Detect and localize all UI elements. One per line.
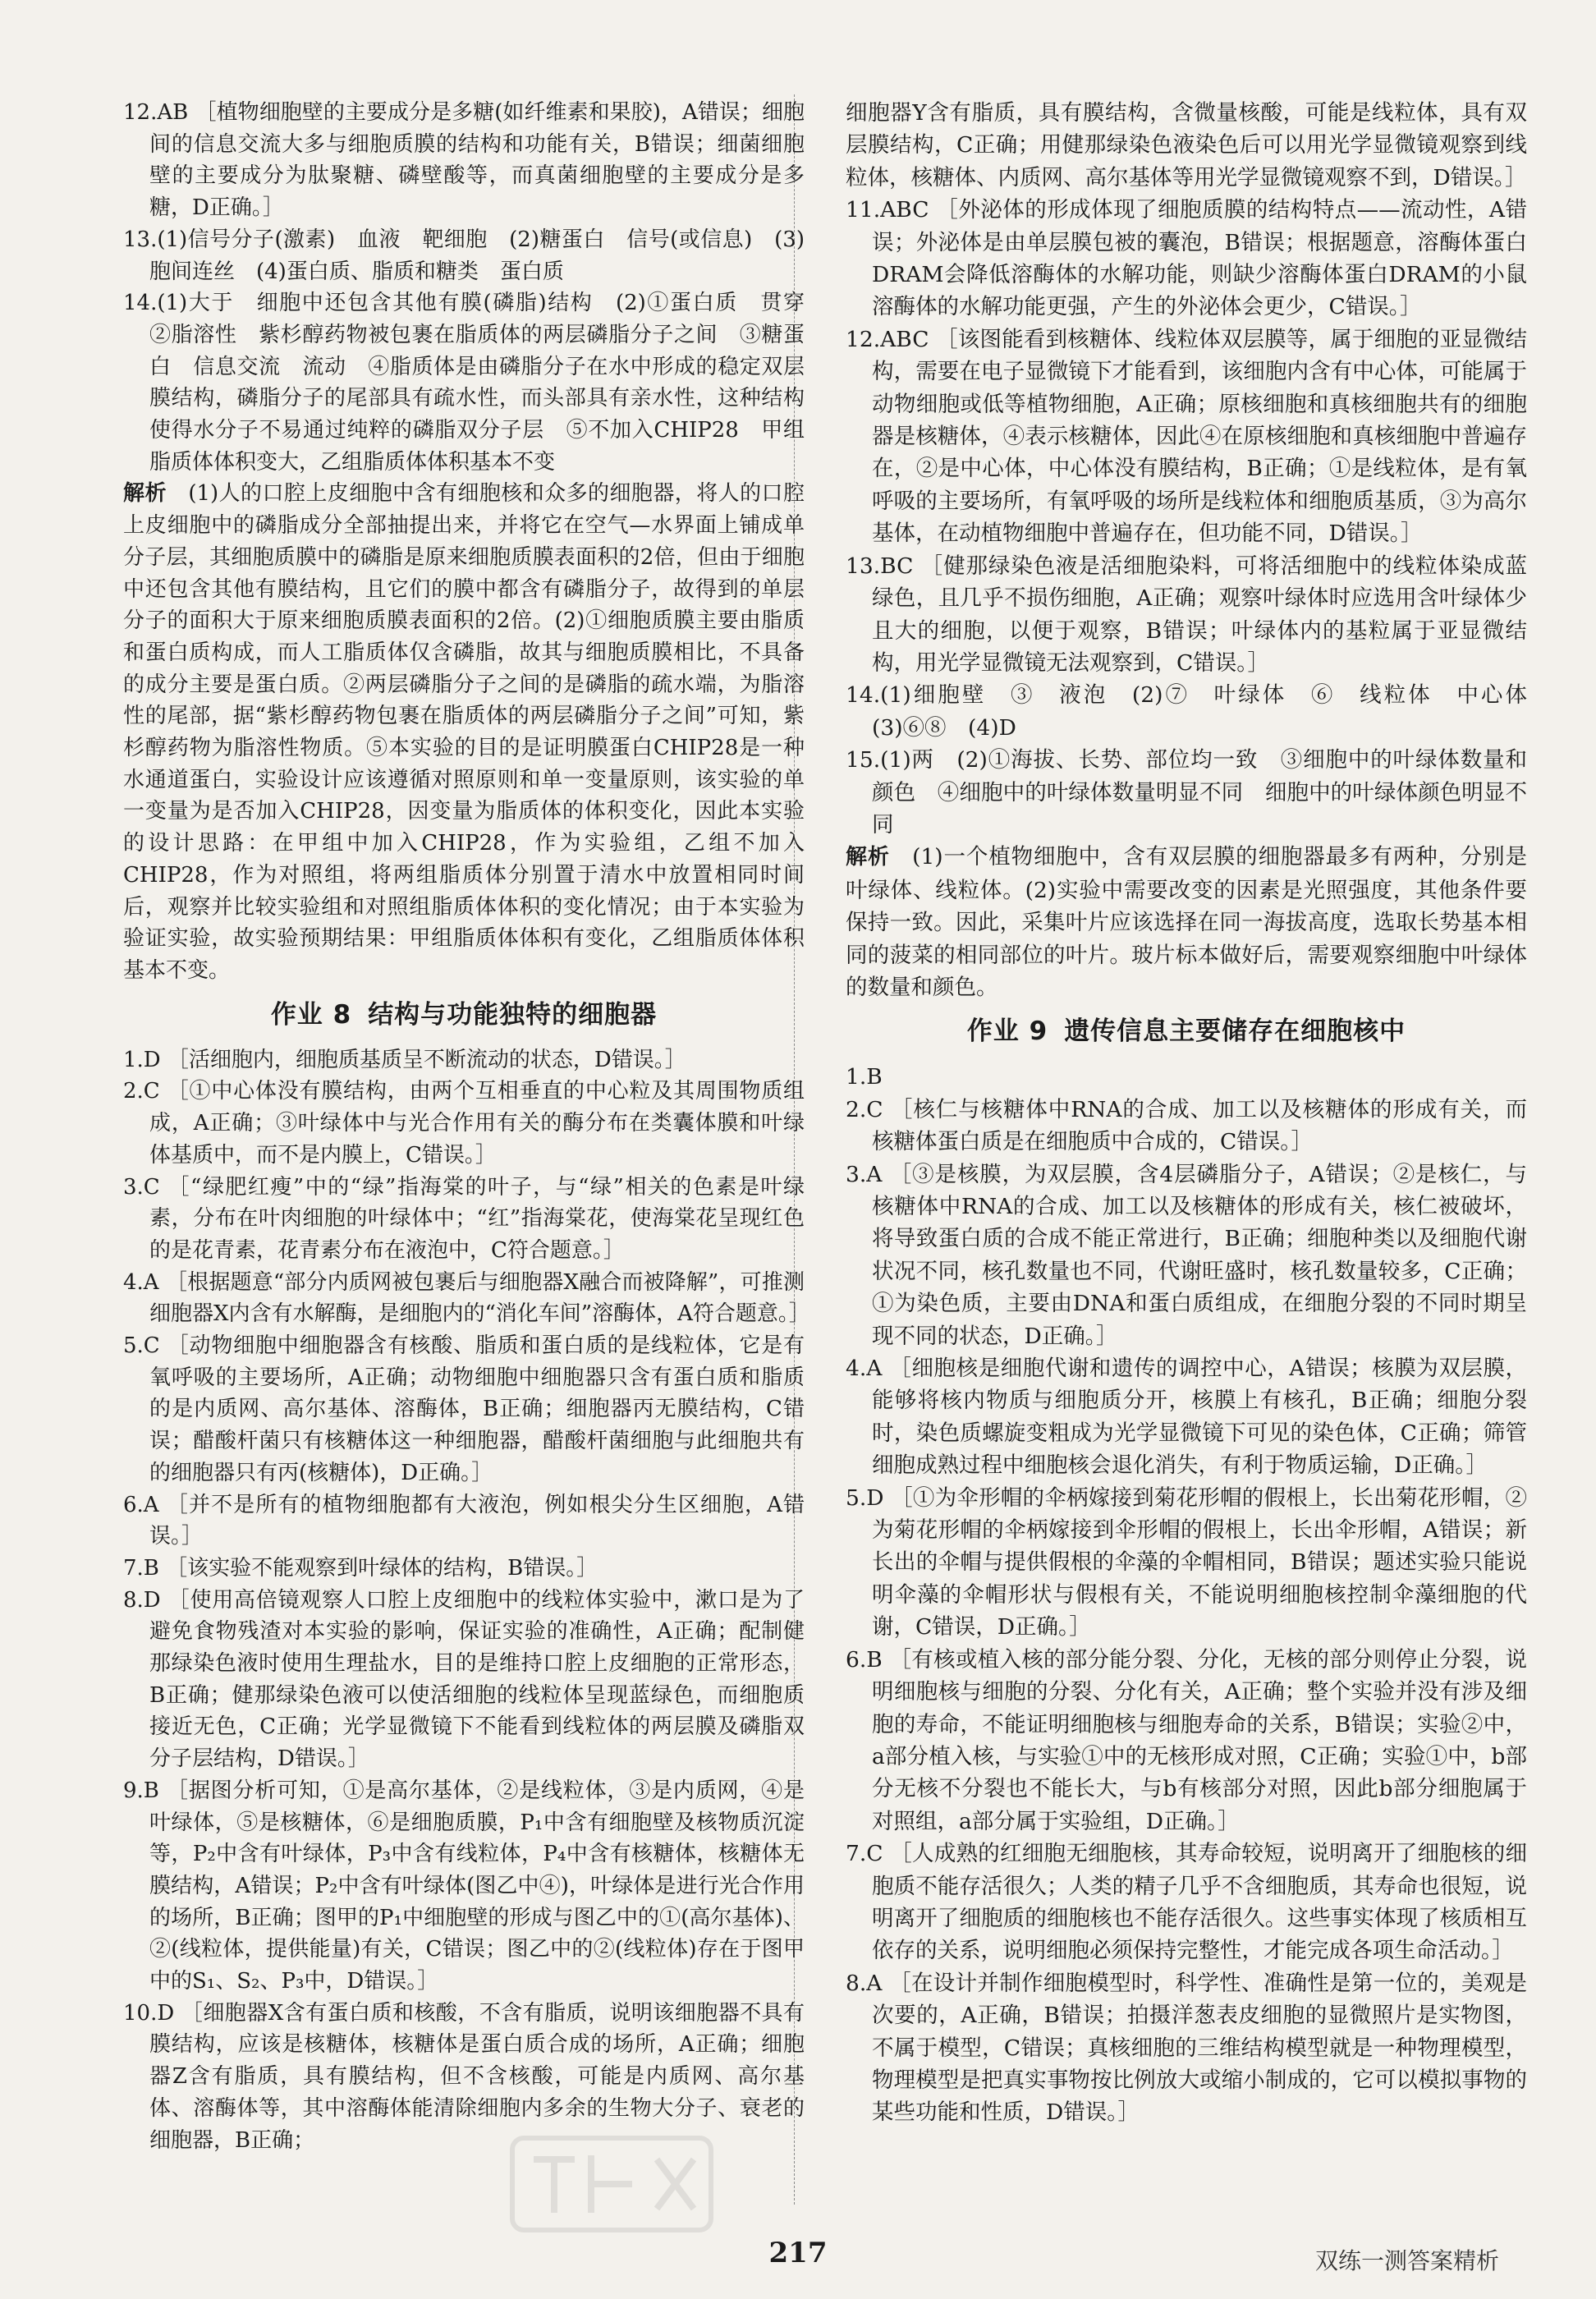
- answer-item: 3.C ［“绿肥红瘦”中的“绿”指海棠的叶子，与“绿”相关的色素是叶绿素，分布在叶肉细胞的叶绿体中；“红”指海棠花，使海棠花呈现红色的是花青素，花青素分布在液泡中，C符合题意。］: [123, 1174, 805, 1263]
- page-number: 217: [768, 2237, 828, 2269]
- analysis-text: (1)一个植物细胞中，含有双层膜的细胞器最多有两种，分别是叶绿体、线粒体。(2)实验中需要改变的因素是光照强度，其他条件要保持一致。因此，采集叶片应该选择在同一海拔高度，选取长势基本相同的菠菜的相同部位的叶片。玻片标本做好后，需要观察细胞中叶绿体的数量和颜色。: [846, 844, 1528, 1000]
- analysis-label: 解析: [123, 481, 167, 507]
- answer-item-continued: 细胞器Y含有脂质，具有膜结构，含微量核酸，可能是线粒体，具有双层膜结构，C正确；用健那绿染色液染色后可以用光学显微镜观察到线粒体，核糖体、内质网、高尔基体等用光学显微镜观察不到，D错误。］: [846, 100, 1527, 190]
- answer-item: 7.B ［该实验不能观察到叶绿体的结构，B错误。］: [123, 1555, 598, 1581]
- answer-item: 1.B: [846, 1064, 883, 1090]
- answer-item: 13.(1)信号分子(激素) 血液 靶细胞 (2)糖蛋白 信号(或信息) (3)胞间连丝 (4)蛋白质、脂质和糖类 蛋白质: [123, 227, 805, 284]
- analysis-paragraph: [846, 841, 1527, 1003]
- answer-item: 1.D ［活细胞内，细胞质基质呈不断流动的状态，D错误。］: [123, 1047, 686, 1072]
- answer-item: 14.(1)大于 细胞中还包含其他有膜(磷脂)结构 (2)①蛋白质 贯穿 ②脂溶性 紫杉醇药物被包裹在脂质体的两层磷脂分子之间 ③糖蛋白 信息交流 流动 ④脂质体是由磷脂分子在水中形成的稳定双层膜结构，磷脂分子的尾部具有疏水性，而头部具有亲水性，这种结构使得水分子不易通过纯粹的磷脂双分子层 ⑤不加入CHIP28 甲组脂质体体积变大，乙组脂质体体积基本不变: [123, 291, 827, 475]
- answer-item: 15.(1)两 (2)①海拔、长势、部位均一致 ③细胞中的叶绿体数量和颜色 ④细胞中的叶绿体数量明显不同 细胞中的叶绿体颜色明显不同: [846, 747, 1527, 837]
- answer-item: 5.D ［①为伞形帽的伞柄嫁接到菊花形帽的假根上，长出菊花形帽，②为菊花形帽的伞柄嫁接到伞形帽的假根上，长出伞形帽，A错误；新长出的伞帽与提供假根的伞藻的伞帽相同，B错误；题述实验只能说明伞藻的伞帽形状与假根有关，不能说明细胞核控制伞藻细胞的代谢，C错误，D正确。］: [846, 1484, 1527, 1641]
- answer-item: 12.ABC ［该图能看到核糖体、线粒体双层膜等，属于细胞的亚显微结构，需要在电子显微镜下才能看到，该细胞内含有中心体，可能属于动物细胞或低等植物细胞，A正确；原核细胞和真核细胞共有的细胞器是核糖体，④表示核糖体，因此④在原核细胞和真核细胞中普遍存在，②是中心体，中心体没有膜结构，B正确；①是线粒体，是有氧呼吸的主要场所，有氧呼吸的场所是线粒体和细胞质基质，③为高尔基体，在动植物细胞中普遍存在，但功能不同，D错误。］: [846, 326, 1527, 547]
- watermark-stamp-icon: [509, 2135, 714, 2233]
- section-number: 作业 9: [966, 1016, 1048, 1047]
- section-heading-8: [123, 997, 805, 1033]
- answer-item: 14.(1)细胞壁 ③ 液泡 (2)⑦ 叶绿体 ⑥ 线粒体 中心体 (3)⑥⑧ (4)D: [846, 682, 1549, 741]
- answer-item: 9.B ［据图分析可知，①是高尔基体，②是线粒体，③是内质网，④是叶绿体，⑤是核糖体，⑥是细胞质膜，P₁中含有细胞壁及核物质沉淀等，P₂中含有叶绿体，P₃中含有线粒体，P₄中含有核糖体，核糖体无膜结构，A错误；P₂中含有叶绿体(图乙中④)，叶绿体是进行光合作用的场所，B正确；图甲的P₁中细胞壁的形成与图乙中的①(高尔基体)、②(线粒体，提供能量)有关，C错误；图乙中的②(线粒体)存在于图甲中的S₁、S₂、P₃中，D错误。］: [123, 1778, 805, 1994]
- answer-item: 4.A ［细胞核是细胞代谢和遗传的调控中心，A错误；核膜为双层膜，能够将核内物质与细胞质分开，核膜上有核孔，B正确；细胞分裂时，染色质螺旋变粗成为光学显微镜下可见的染色体，C正确；筛管细胞成熟过程中细胞核会退化消失，有利于物质运输，D正确。］: [846, 1356, 1527, 1479]
- analysis-paragraph: [123, 478, 805, 986]
- answer-item: 6.A ［并不是所有的植物细胞都有大液泡，例如根尖分生区细胞，A错误。］: [123, 1492, 805, 1549]
- footer-label: 双练一测答案精析: [1314, 2247, 1499, 2274]
- answer-item: 10.D ［细胞器X含有蛋白质和核酸，不含有脂质，说明该细胞器不具有膜结构，应该是核糖体，核糖体是蛋白质合成的场所，A正确；细胞器Z含有脂质，具有膜结构，但不含核酸，可能是内质网、高尔基体、溶酶体等，其中溶酶体能清除细胞内多余的生物大分子、衰老的细胞器，B正确；: [123, 2000, 805, 2153]
- section-title: 遗传信息主要储存在细胞核中: [1064, 1016, 1406, 1047]
- answer-item: 6.B ［有核或植入核的部分能分裂、分化，无核的部分则停止分裂，说明细胞核与细胞的分裂、分化有关，A正确；整个实验并没有涉及细胞的寿命，不能证明细胞核与细胞寿命的关系，B错误；实验②中，a部分植入核，与实验①中的无核形成对照，C正确；实验①中，b部分无核不分裂也不能长大，与b有核部分对照，因此b部分细胞属于对照组，a部分属于实验组，D正确。］: [846, 1646, 1527, 1834]
- right-column: [846, 97, 1549, 2129]
- analysis-label: 解析: [846, 845, 890, 870]
- left-column: [123, 97, 827, 2156]
- answer-item: 2.C ［①中心体没有膜结构，由两个互相垂直的中心粒及其周围物质组成，A正确；③叶绿体中与光合作用有关的酶分布在类囊体膜和叶绿体基质中，而不是内膜上，C错误。］: [123, 1079, 805, 1168]
- section-heading-9: [846, 1013, 1527, 1049]
- answer-item: 8.A ［在设计并制作细胞模型时，科学性、准确性是第一位的，美观是次要的，A正确，B错误；拍摄洋葱表皮细胞的显微照片是实物图，不属于模型，C错误；真核细胞的三维结构模型就是一种物理模型，物理模型是把真实事物按比例放大或缩小制成的，它可以模拟事物的某些功能和性质，D错误。］: [846, 1970, 1527, 2126]
- answer-item: 4.A ［根据题意“部分内质网被包裹后与细胞器X融合而被降解”，可推测细胞器X内含有水解酶，是细胞内的“消化车间”溶酶体，A符合题意。］: [123, 1269, 810, 1327]
- answer-item: 12.AB ［植物细胞壁的主要成分是多糖(如纤维素和果胶)，A错误；细胞间的信息交流大多与细胞质膜的结构和功能有关，B错误；细菌细胞壁的主要成分为肽聚糖、磷壁酸等，而真菌细胞壁的主要成分是多糖，D正确。］: [123, 100, 805, 221]
- answer-item: 2.C ［核仁与核糖体中RNA的合成、加工以及核糖体的形成有关，而核糖体蛋白质是在细胞质中合成的，C错误。］: [846, 1096, 1527, 1155]
- answer-item: 11.ABC ［外泌体的形成体现了细胞质膜的结构特点——流动性，A错误；外泌体是由单层膜包被的囊泡，B错误；根据题意，溶酶体蛋白DRAM会降低溶酶体的水解功能，则缺少溶酶体蛋白DRAM的小鼠溶酶体的水解功能更强，产生的外泌体会更少，C错误。］: [846, 197, 1527, 320]
- answer-item: 13.BC ［健那绿染色液是活细胞染料，可将活细胞中的线粒体染成蓝绿色，且几乎不损伤细胞，A正确；观察叶绿体时应选用含叶绿体少且大的细胞，以便于观察，B错误；叶绿体内的基粒属于亚显微结构，用光学显微镜无法观察到，C错误。］: [846, 553, 1527, 676]
- answer-item: 8.D ［使用高倍镜观察人口腔上皮细胞中的线粒体实验中，漱口是为了避免食物残渣对本实验的影响，保证实验的准确性，A正确；配制健那绿染色液时使用生理盐水，目的是维持口腔上皮细胞的正常形态，B正确；健那绿染色液可以使活细胞的线粒体呈现蓝绿色，而细胞质接近无色，C正确；光学显微镜下不能看到线粒体的两层膜及磷脂双分子层结构，D错误。］: [123, 1587, 805, 1772]
- answer-item: 7.C ［人成熟的红细胞无细胞核，其寿命较短，说明离开了细胞核的细胞质不能存活很久；人类的精子几乎不含细胞质，其寿命也很短，说明离开了细胞质的细胞核也不能存活很久。这些事实体现了核质相互依存的关系，说明细胞必须保持完整性，才能完成各项生命活动。］: [846, 1841, 1527, 1964]
- section-title: 结构与功能独特的细胞器: [368, 999, 658, 1030]
- answer-item: 3.A ［③是核膜，为双层膜，含4层磷脂分子，A错误；②是核仁，与核糖体中RNA的合成、加工以及核糖体的形成有关，核仁被破坏，将导致蛋白质的合成不能正常进行，B正确；细胞种类以及细胞代谢状况不同，核孔数量也不同，代谢旺盛时，核孔数量较多，C正确；①为染色质，主要由DNA和蛋白质组成，在细胞分裂的不同时期呈现不同的状态，D正确。］: [846, 1161, 1527, 1349]
- analysis-text: (1)人的口腔上皮细胞中含有细胞核和众多的细胞器，将人的口腔上皮细胞中的磷脂成分全部抽提出来，并将它在空气—水界面上铺成单分子层，其细胞质膜中的磷脂是原来细胞质膜表面积的2倍，但由于细胞中还包含其他有膜结构，且它们的膜中都含有磷脂分子，故得到的单层分子的面积大于原来细胞质膜表面积的2倍。(2)①细胞质膜主要由脂质和蛋白质构成，而人工脂质体仅含磷脂，故其与细胞质膜相比，不具备的成分主要是蛋白质。②两层磷脂分子之间的是磷脂的疏水端，为脂溶性的尾部，据“紫杉醇药物包裹在脂质体的两层磷脂分子之间”可知，紫杉醇药物为脂溶性物质。⑤本实验的目的是证明膜蛋白CHIP28是一种水通道蛋白，实验设计应该遵循对照原则和单一变量原则，该实验的单一变量为是否加入CHIP28，因变量为脂质体的体积变化，因此本实验的设计思路：在甲组中加入CHIP28，作为实验组，乙组不加入CHIP28，作为对照组，将两组脂质体分别置于清水中放置相同时间后，观察并比较实验组和对照组脂质体体积的变化情况；由于本实验为验证实验，故实验预期结果：甲组脂质体体积有变化，乙组脂质体体积基本不变。: [123, 481, 805, 983]
- answer-item: 5.C ［动物细胞中细胞器含有核酸、脂质和蛋白质的是线粒体，它是有氧呼吸的主要场所，A正确；动物细胞中细胞器只含有蛋白质和脂质的是内质网、高尔基体、溶酶体，B正确；细胞器丙无膜结构，C错误；醋酸杆菌只有核糖体这一种细胞器，醋酸杆菌细胞与此细胞共有的细胞器只有丙(核糖体)，D正确。］: [123, 1333, 805, 1485]
- section-number: 作业 8: [270, 999, 352, 1030]
